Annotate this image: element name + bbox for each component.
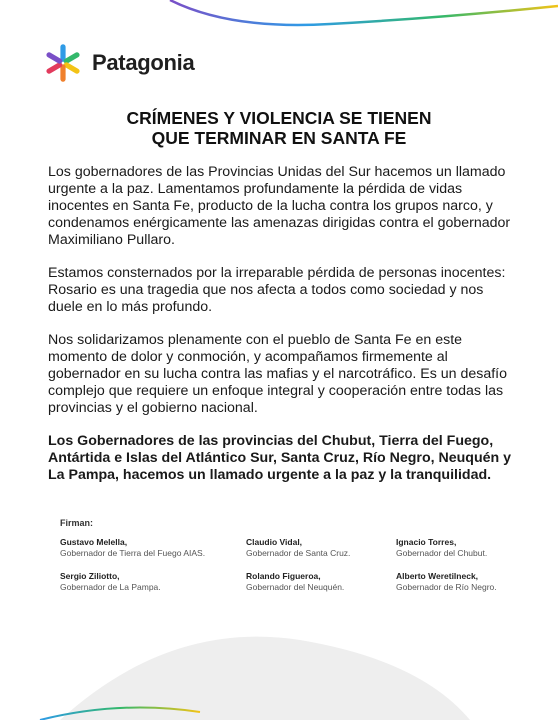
patagonia-logo: [44, 44, 194, 82]
paragraph-closing: Los Gobernadores de las provincias del Chubut, Tierra del Fuego, Antártida e Islas del Atlántico Sur, Santa Cruz, Río Negro, Neuquén y La Pampa, hacemos un llamado urgente a la paz y la tranquilidad.: [48, 433, 512, 483]
decorative-arc-bottom: [0, 600, 558, 720]
signature-block: [60, 571, 161, 593]
headline-line-2: QUE TERMINAR EN SANTA FE: [151, 128, 407, 148]
signatory-role: Gobernador de Santa Cruz.: [246, 548, 351, 558]
signatory-name: Ignacio Torres,: [396, 537, 457, 547]
signature-block: [60, 537, 205, 559]
signatory-role: Gobernador de Tierra del Fuego AIAS.: [60, 548, 206, 558]
brand-name: Patagonia: [92, 50, 195, 75]
signature-block: [246, 571, 344, 593]
signatory-role: Gobernador de Río Negro.: [396, 582, 497, 592]
signatory-role: Gobernador de La Pampa.: [60, 582, 161, 592]
headline: [40, 108, 518, 148]
signature-block: [246, 537, 350, 559]
signatory-role: Gobernador del Neuquén.: [246, 582, 345, 592]
signatory-name: Gustavo Melella,: [60, 537, 128, 547]
signatory-name: Claudio Vidal,: [246, 537, 303, 547]
signature-block: [396, 571, 497, 593]
signatory-name: Alberto Weretilneck,: [396, 571, 479, 581]
signatory-role: Gobernador del Chubut.: [396, 548, 488, 558]
paragraph-3: Nos solidarizamos plenamente con el pueblo de Santa Fe en este momento de dolor y conmoción, y acompañamos firmemente al gobernador en su lucha contra las mafias y el narcotráfico. Es un desafío complejo que requiere un enfoque integral y cooperación entre todas las provincias y el gobierno nacional.: [48, 332, 507, 416]
decorative-arc-top: [0, 0, 558, 40]
paragraph-2: Estamos consternados por la irreparable pérdida de personas inocentes: Rosario es una tragedia que nos afecta a todos como sociedad y nos duele en lo más profundo.: [48, 265, 506, 315]
signatory-name: Sergio Ziliotto,: [60, 571, 120, 581]
star-logo-icon: [44, 44, 82, 82]
signatory-name: Rolando Figueroa,: [246, 571, 321, 581]
signature-block: [396, 537, 487, 559]
headline-line-1: CRÍMENES Y VIOLENCIA SE TIENEN: [126, 108, 432, 128]
signatures-label: Firman:: [60, 518, 94, 528]
paragraph-1: Los gobernadores de las Provincias Unidas del Sur hacemos un llamado urgente a la paz. Lamentamos profundamente la pérdida de vidas inocentes en Santa Fe, producto de la lucha contra los grupos narco, y condenamos enérgicamente las amenazas dirigidas contra el gobernador Maximiliano Pullaro.: [48, 164, 511, 248]
